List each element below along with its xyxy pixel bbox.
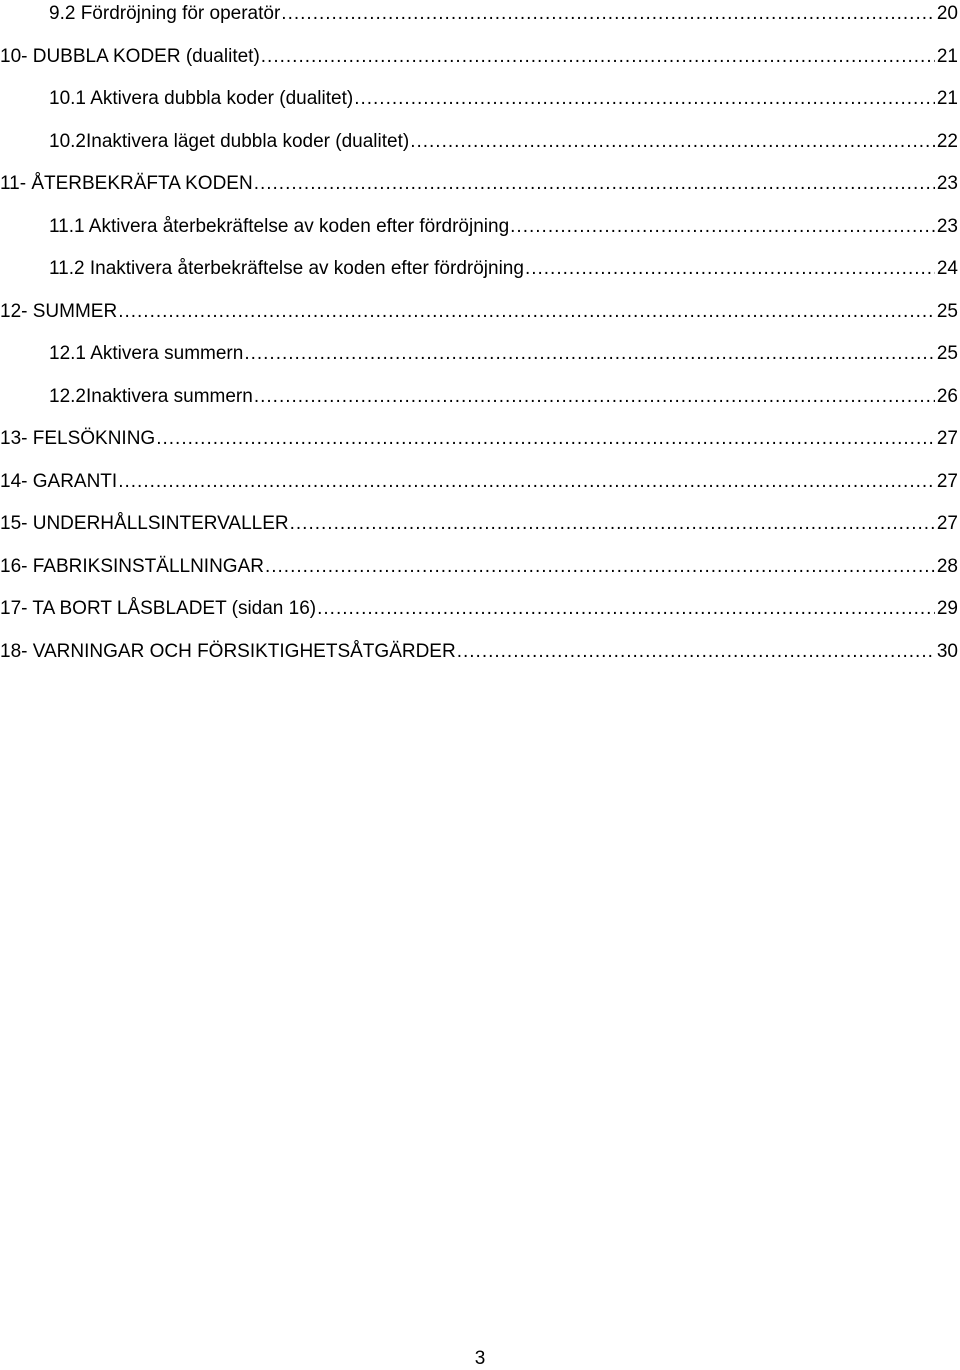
toc-leader-dots xyxy=(265,555,935,579)
toc-leader-dots xyxy=(261,45,935,69)
toc-leader-dots xyxy=(457,640,935,664)
toc-entry-page: 30 xyxy=(936,640,958,662)
toc-entry-title: 15- UNDERHÅLLSINTERVALLER xyxy=(0,513,289,534)
toc-entry-page: 23 xyxy=(936,173,958,194)
toc-leader-dots xyxy=(254,385,935,409)
toc-leader-dots xyxy=(244,342,935,366)
toc-entry-title: 12- SUMMER xyxy=(0,300,118,322)
toc-entry-page: 28 xyxy=(936,555,958,577)
toc-entry-title: 11- ÅTERBEKRÄFTA KODEN xyxy=(0,173,253,194)
toc-entry-title: 11.1 Aktivera återbekräftelse av koden efter fördröjning xyxy=(49,215,510,237)
toc-entry-title: 12.2Inaktivera summern xyxy=(49,385,253,407)
page-number: 3 xyxy=(474,1348,486,1369)
toc-entry-title: 14- GARANTI xyxy=(0,470,118,492)
toc-entry-title: 18- VARNINGAR OCH FÖRSIKTIGHETSÅTGÄRDER xyxy=(0,640,456,662)
toc-entry-title: 16- FABRIKSINSTÄLLNINGAR xyxy=(0,555,264,577)
toc-entry[interactable] xyxy=(0,595,960,638)
toc-entry[interactable] xyxy=(0,85,960,128)
toc-leader-dots xyxy=(281,2,935,26)
toc-entry[interactable] xyxy=(0,425,960,468)
toc-entry[interactable] xyxy=(0,170,960,213)
toc-leader-dots xyxy=(118,300,935,324)
toc-entry-page: 21 xyxy=(936,88,958,109)
toc-entry-page: 29 xyxy=(936,598,958,619)
toc-entry-title: 12.1 Aktivera summern xyxy=(49,343,244,364)
toc-leader-dots xyxy=(118,470,935,494)
table-of-contents xyxy=(0,0,960,680)
toc-entry-page: 27 xyxy=(936,470,958,492)
toc-leader-dots xyxy=(317,597,935,621)
toc-entry-page: 20 xyxy=(936,3,958,24)
toc-entry[interactable] xyxy=(0,298,960,341)
toc-entry-page: 27 xyxy=(936,428,958,449)
toc-entry-page: 23 xyxy=(936,215,958,237)
toc-entry[interactable] xyxy=(0,383,960,426)
toc-entry[interactable] xyxy=(0,638,960,681)
toc-entry[interactable] xyxy=(0,128,960,171)
toc-entry[interactable] xyxy=(0,340,960,383)
toc-leader-dots xyxy=(410,130,935,154)
toc-leader-dots xyxy=(156,427,935,451)
toc-leader-dots xyxy=(254,172,935,196)
toc-entry[interactable] xyxy=(0,468,960,511)
toc-entry-title: 11.2 Inaktivera återbekräftelse av koden efter fördröjning xyxy=(49,258,524,279)
toc-leader-dots xyxy=(525,257,935,281)
toc-leader-dots xyxy=(510,215,935,239)
toc-entry-page: 21 xyxy=(936,45,958,67)
toc-entry[interactable] xyxy=(0,510,960,553)
toc-entry[interactable] xyxy=(0,0,960,43)
toc-entry-page: 25 xyxy=(936,300,958,322)
toc-entry[interactable] xyxy=(0,43,960,86)
toc-entry-page: 26 xyxy=(936,385,958,407)
toc-entry-title: 10- DUBBLA KODER (dualitet) xyxy=(0,45,260,67)
toc-entry[interactable] xyxy=(0,255,960,298)
toc-entry-page: 25 xyxy=(936,343,958,364)
toc-entry[interactable] xyxy=(0,213,960,256)
toc-entry-title: 17- TA BORT LÅSBLADET (sidan 16) xyxy=(0,598,317,619)
toc-entry-page: 27 xyxy=(936,513,958,534)
toc-leader-dots xyxy=(290,512,935,536)
toc-entry-title: 10.1 Aktivera dubbla koder (dualitet) xyxy=(49,88,354,109)
toc-entry-title: 10.2Inaktivera läget dubbla koder (dualitet) xyxy=(49,130,410,152)
toc-entry-page: 24 xyxy=(936,258,958,279)
toc-entry-title: 13- FELSÖKNING xyxy=(0,428,156,449)
toc-entry[interactable] xyxy=(0,553,960,596)
toc-leader-dots xyxy=(354,87,935,111)
toc-entry-title: 9.2 Fördröjning för operatör xyxy=(49,3,281,24)
toc-entry-page: 22 xyxy=(936,130,958,152)
